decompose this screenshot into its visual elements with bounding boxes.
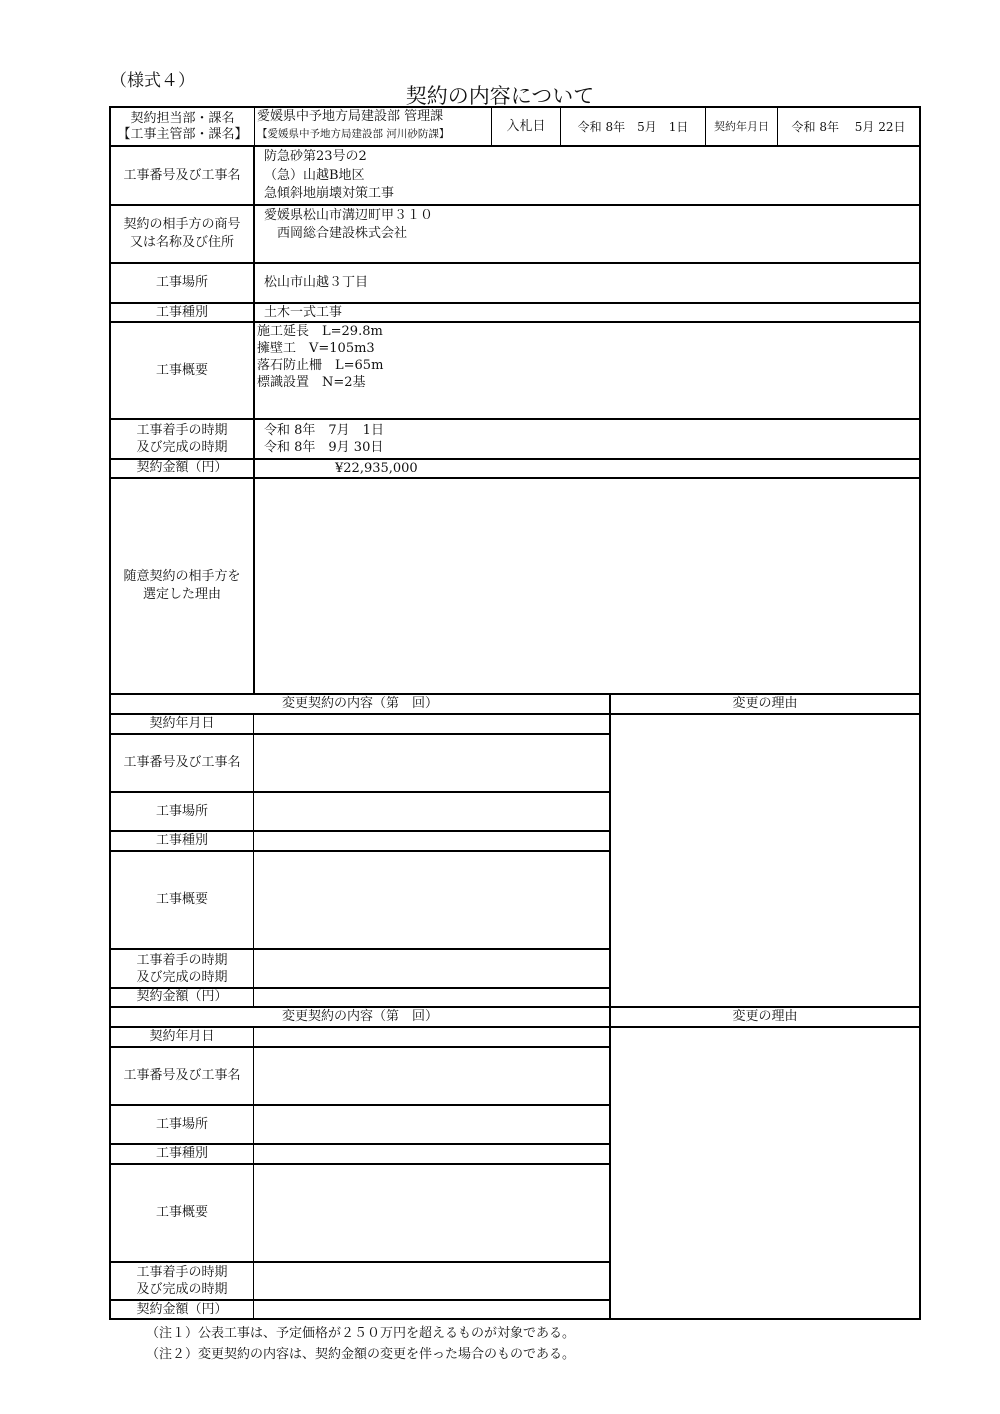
- dept-label-line2: 【工事主管部・課名】: [117, 126, 248, 142]
- change-1-amount-label: 契約金額（円）: [136, 989, 228, 1004]
- partner-label-line2: 又は名称及び住所: [129, 235, 234, 250]
- page-title: 契約の内容について: [405, 84, 595, 108]
- reason-label-line2: 選定した理由: [142, 587, 221, 602]
- change-1-type-label: 工事種別: [155, 833, 208, 848]
- change-2-header: 変更契約の内容（第 回）: [281, 1008, 438, 1024]
- overview-label: 工事概要: [155, 362, 208, 378]
- label-col-divider: [253, 1027, 254, 1318]
- change-2-location-label: 工事場所: [155, 1116, 208, 1132]
- form-number: （様式４）: [110, 71, 195, 91]
- label-col-divider: [253, 146, 255, 694]
- change-2-amount-label: 契約金額（円）: [136, 1301, 228, 1317]
- change-1-location-label: 工事場所: [155, 803, 208, 819]
- work-no-line-1: 防急砂第23号の2: [264, 149, 367, 164]
- bid-date-value: 令和 8年 5月 1日: [577, 119, 689, 134]
- change-2-period-label: [111, 1263, 253, 1299]
- period-start: 令和 8年 7月 1日: [264, 423, 384, 438]
- change-1-date-label: 契約年月日: [149, 715, 215, 731]
- reason-label-line1: 随意契約の相手方を: [123, 569, 241, 584]
- change-1-period-line2: 及び完成の時期: [136, 969, 228, 985]
- partner-line-1: 愛媛県松山市溝辺町甲３１０: [264, 208, 434, 223]
- period-label: [111, 420, 253, 458]
- overview-line-3: 落石防止柵 L=65m: [257, 358, 384, 373]
- type-label: 工事種別: [155, 304, 208, 320]
- overview-line-2: 擁壁工 V=105m3: [257, 341, 375, 356]
- bid-date-label: 入札日: [506, 118, 546, 134]
- work-no-label: 工事番号及び工事名: [123, 167, 241, 183]
- change-2-period-line1: 工事着手の時期: [136, 1265, 228, 1280]
- work-no-line-2: （急）山越B地区: [264, 168, 365, 183]
- partner-line-2: 西岡総合建設株式会社: [264, 226, 408, 241]
- change-1-period-label: [111, 950, 253, 987]
- change-1-overview-label: 工事概要: [155, 892, 208, 907]
- dept-value-1: 愛媛県中予地方局建設部 管理課: [257, 109, 444, 124]
- contract-form-table: [109, 106, 921, 1320]
- work-no-line-3: 急傾斜地崩壊対策工事: [264, 186, 395, 201]
- col-divider: [254, 108, 255, 145]
- change-2-reason-header: 変更の理由: [732, 1008, 798, 1024]
- contract-date-value: 令和 8年 5月 22日: [791, 119, 906, 134]
- change-2-work-no-label: 工事番号及び工事名: [123, 1068, 241, 1083]
- contract-date-label: 契約年月日: [714, 119, 769, 133]
- location-value: 松山市山越３丁目: [264, 275, 369, 290]
- change-1-work-no-label: 工事番号及び工事名: [123, 755, 241, 770]
- change-2-type-label: 工事種別: [155, 1146, 208, 1161]
- change-2-overview-label: 工事概要: [155, 1205, 208, 1220]
- amount-value: ¥22,935,000: [335, 461, 418, 476]
- partner-label: [111, 206, 253, 262]
- reason-label: [111, 479, 253, 693]
- dept-value-2: 【愛媛県中予地方局建設部 河川砂防課】: [257, 128, 450, 140]
- amount-label: 契約金額（円）: [136, 460, 228, 475]
- change-1-header: 変更契約の内容（第 回）: [281, 695, 438, 711]
- change-2-date-label: 契約年月日: [149, 1028, 215, 1044]
- overview-line-4: 標識設置 N=2基: [257, 375, 366, 390]
- label-col-divider: [253, 714, 254, 1006]
- type-value: 土木一式工事: [264, 305, 343, 320]
- partner-label-line1: 契約の相手方の商号: [123, 217, 241, 232]
- change-1-period-line1: 工事着手の時期: [136, 952, 228, 968]
- dept-label-line1: 契約担当部・課名: [130, 110, 235, 126]
- period-label-line1: 工事着手の時期: [136, 423, 228, 438]
- period-label-line2: 及び完成の時期: [136, 440, 228, 455]
- change-2-period-line2: 及び完成の時期: [136, 1282, 228, 1297]
- note-1: （注１）公表工事は、予定価格が２５０万円を超えるものが対象である。: [146, 1326, 576, 1341]
- period-end: 令和 8年 9月 30日: [264, 440, 384, 455]
- change-1-reason-header: 変更の理由: [732, 695, 798, 711]
- dept-label: [111, 108, 254, 145]
- location-label: 工事場所: [155, 275, 208, 290]
- note-2: （注２）変更契約の内容は、契約金額の変更を伴った場合のものである。: [146, 1347, 576, 1362]
- overview-line-1: 施工延長 L=29.8m: [257, 324, 383, 339]
